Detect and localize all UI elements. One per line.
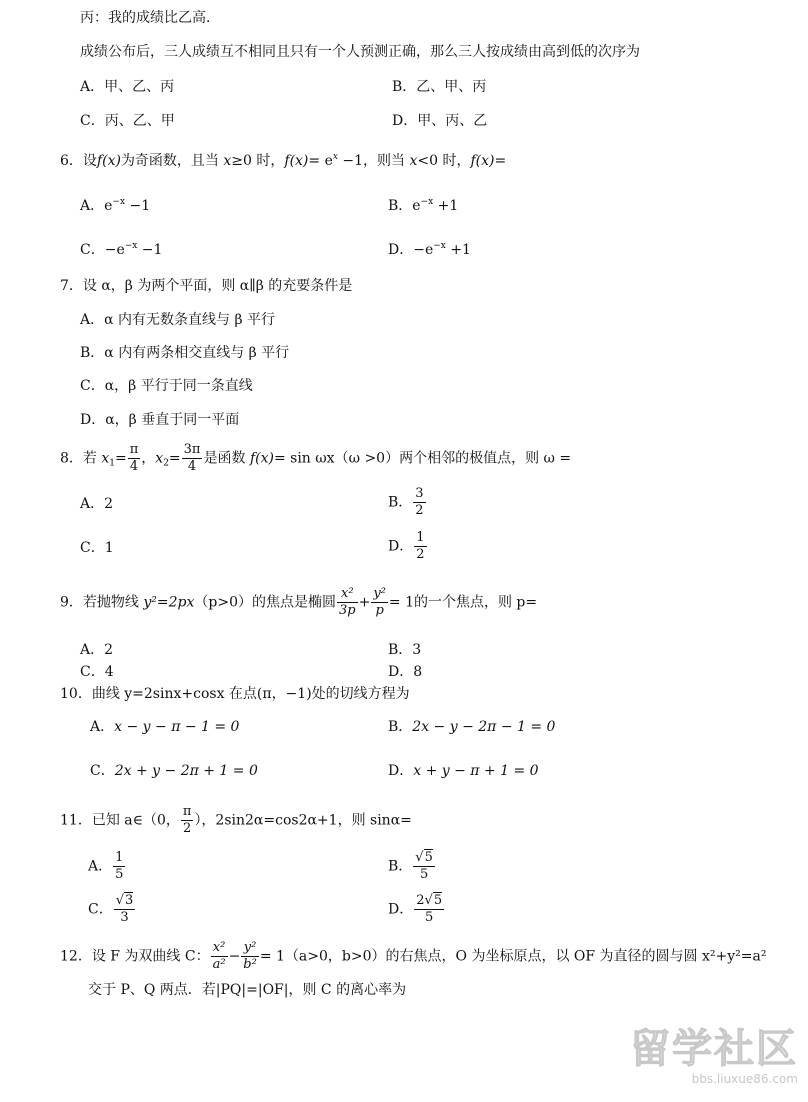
q8-option-a: A．2 xyxy=(80,496,114,512)
watermark xyxy=(630,1026,798,1086)
q11-option-d: D． $\frac{2√5}{5}$ xyxy=(388,893,443,925)
intro-option-d: D．甲、丙、乙 xyxy=(392,113,488,129)
q8-fraction-2: $\frac{3\pi}{4}$ xyxy=(183,442,201,474)
q11-stem: 11．已知 a∈（0， $\frac{\pi}{2}$ ），2sin2α=cos2α+1，则 sinα= xyxy=(60,804,412,836)
intro-option-b: B．乙、甲、丙 xyxy=(392,79,487,95)
q7-option-c: C．α，β 平行于同一条直线 xyxy=(80,378,253,394)
intro-question-line: 成绩公布后，三人成绩互不相同且只有一个人预测正确，那么三人按成绩由高到低的次序为 xyxy=(80,44,640,60)
q10-option-b: B．2x − y − 2π − 1 = 0 xyxy=(388,719,556,735)
q11-option-b-fraction: $\frac{√5}{5}$ xyxy=(415,850,433,882)
q9-stem: 9．若抛物线 y²=2px（p>0）的焦点是椭圆 $\frac{\text{x²}}{3p}$ + $\frac{\text{y²}}{p}$ = 1的一个焦点，则 p= xyxy=(60,586,538,618)
q9-option-b: B．3 xyxy=(388,642,422,658)
q12-line2: 交于 P、Q 两点．若|PQ|=|OF|，则 C 的离心率为 xyxy=(88,982,407,998)
q10-option-d: D．x + y − π + 1 = 0 xyxy=(388,763,539,779)
q9-option-d: D．8 xyxy=(388,664,423,680)
watermark-url: bbs.liuxue86.com xyxy=(691,1072,798,1086)
watermark-logo: 留学社区 xyxy=(630,1026,798,1072)
intro-bing-line: 丙：我的成绩比乙高． xyxy=(80,10,220,26)
q10-option-a: A．x − y − π − 1 = 0 xyxy=(90,719,240,735)
intro-option-c: C．丙、乙、甲 xyxy=(80,113,175,129)
q9-fraction-2: $\frac{\text{y²}}{p}$ xyxy=(373,586,386,618)
q6-option-a: A．$e^{-x} -1$ xyxy=(80,197,151,214)
q11-option-a-fraction: $\frac{1}{5}$ xyxy=(115,850,124,882)
q9-option-a: A．2 xyxy=(80,642,114,658)
q12-fraction-1: $\frac{\text{x²}}{\text{a²}}$ xyxy=(212,940,226,972)
q8-fraction-1: $\frac{\pi}{4}$ xyxy=(129,442,139,474)
q8-option-b-fraction: $\frac{3}{2}$ xyxy=(415,486,424,518)
q7-stem: 7．设 α，β 为两个平面，则 α∥β 的充要条件是 xyxy=(60,278,353,294)
q6-option-d: D．$-e^{-x} +1$ xyxy=(388,241,471,258)
q11-option-c: C． $\frac{√3}{3}$ xyxy=(88,893,134,925)
q6-stem: 6．设f(x)为奇函数，且当 x≥0 时，$f(x)= e^x -1$，则当 x<0 时，f(x)= xyxy=(60,152,507,169)
q7-option-a: A．α 内有无数条直线与 β 平行 xyxy=(80,312,276,328)
q12-fraction-2: $\frac{\text{y²}}{\text{b²}}$ xyxy=(243,940,257,972)
q9-option-c: C．4 xyxy=(80,664,114,680)
q8-option-d-fraction: $\frac{1}{2}$ xyxy=(416,530,425,562)
q11-option-b: B． $\frac{√5}{5}$ xyxy=(388,850,433,882)
intro-option-a: A．甲、乙、丙 xyxy=(80,79,175,95)
q12-stem: 12．设 F 为双曲线 C： $\frac{\text{x²}}{\text{a²}}$ − $\frac{\text{y²}}{\text{b²}}$ = 1（a>0，b>0）的右焦点，O 为坐标原点，以 OF 为直径的圆与圆 x²+y²=a² xyxy=(60,940,767,972)
q10-option-c: C．2x + y − 2π + 1 = 0 xyxy=(90,763,258,779)
q8-option-c: C．1 xyxy=(80,540,114,556)
q11-option-d-fraction: $\frac{2√5}{5}$ xyxy=(416,893,443,925)
q10-stem: 10．曲线 y=2sinx+cosx 在点(π，−1)处的切线方程为 xyxy=(60,686,410,702)
q6-option-c: C．$-e^{-x} -1$ xyxy=(80,241,163,258)
q11-option-c-fraction: $\frac{√3}{3}$ xyxy=(115,893,134,925)
q8-option-d: D． $\frac{1}{2}$ xyxy=(388,530,425,562)
q7-option-b: B．α 内有两条相交直线与 β 平行 xyxy=(80,345,290,361)
q7-option-d: D．α，β 垂直于同一平面 xyxy=(80,412,240,428)
q11-option-a: A． $\frac{1}{5}$ xyxy=(88,850,124,882)
q6-option-b: B．$e^{-x} +1$ xyxy=(388,197,459,214)
q8-stem: 8．若 $x_1=$ $\frac{\pi}{4}$ ，$x_2=$ $\frac{3\pi}{4}$ 是函数 f(x)= sin ωx（ω >0）两个相邻的极值点，则 ω = xyxy=(60,442,572,474)
q9-fraction-1: $\frac{\text{x²}}{3p}$ xyxy=(339,586,356,618)
q8-option-b: B． $\frac{3}{2}$ xyxy=(388,486,424,518)
q11-fraction: $\frac{\pi}{2}$ xyxy=(182,804,192,836)
